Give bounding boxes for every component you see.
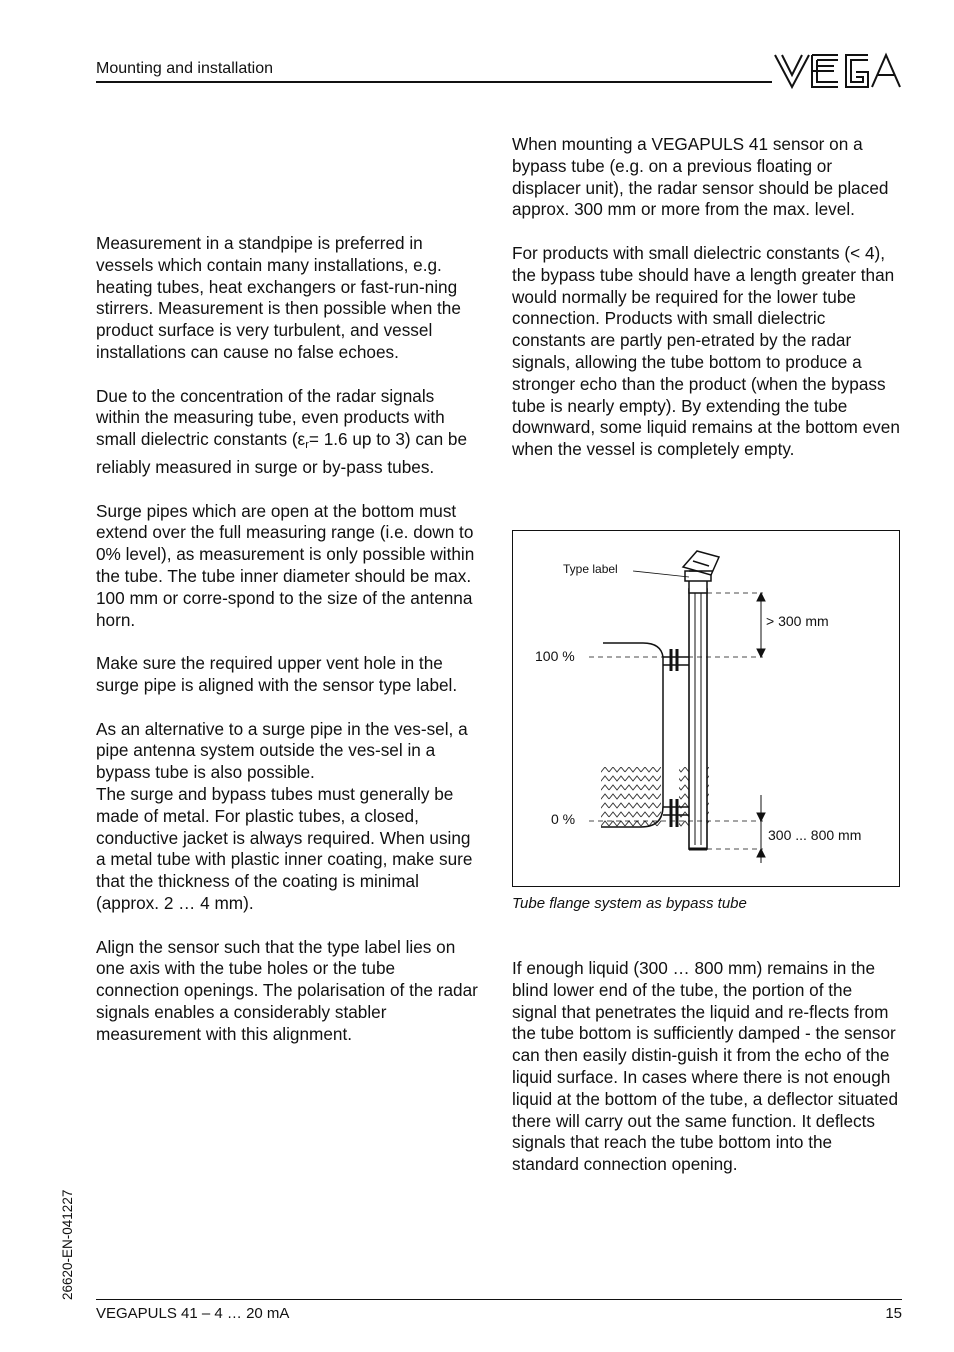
header-rule (96, 81, 772, 83)
page-number: 15 (885, 1305, 902, 1322)
figure-caption: Tube flange system as bypass tube (512, 895, 747, 912)
flange-upper (663, 649, 689, 671)
footer-rule (96, 1299, 902, 1300)
logo-text: VEGA (772, 52, 775, 53)
paragraph: Measurement in a standpipe is preferred in vessels which contain many installations, e.g. heating tubes, heat exchangers or fast-run-ning stirrers. Measurement is then possible when the product surface is very turbulent, and vessel installations can cause no false echoes. (96, 233, 461, 362)
liquid-hatch (601, 767, 661, 829)
level-100-label: 100 % (535, 648, 575, 664)
paragraph: As an alternative to a surge pipe in the ves-sel, a pipe antenna system outside the ves-sel in a bypass tube is also possible. (96, 718, 468, 783)
paragraph: Align the sensor such that the type label lies on one axis with the tube holes or the tube connection openings. The polarisation of the radar signals enables a considerably stabler measurement with this alignment. (96, 936, 478, 1044)
paragraph: The surge and bypass tubes must generally be made of metal. For plastic tubes, a closed, conductive jacket is always required. When using a metal tube with plastic inner coating, make sure that the thickness of the coating is minimal (approx. 2 … 4 mm). (96, 783, 473, 913)
tube-outer (689, 589, 707, 849)
bypass-tube-diagram (513, 531, 899, 886)
document-code: 26620-EN-041227 (60, 1189, 75, 1300)
dimension-top-label: > 300 mm (766, 613, 829, 629)
paragraph: Due to the concentration of the radar signals within the measuring tube, even products with small dielectric constants ($\varepsilon_r= 1.6$ up to 3) can be reliably measured in surge or by-pass tubes. (96, 385, 468, 477)
paragraph: Surge pipes which are open at the bottom must extend over the full measuring range (i.e. down to 0% level), as measurement is only possible within the tube. The tube inner diameter should be max. 100 mm or corre-spond to the size of the antenna horn. (96, 500, 475, 630)
dimension-bottom (757, 795, 765, 863)
right-column-lower (512, 958, 900, 1198)
paragraph: Make sure the required upper vent hole in the surge pipe is aligned with the sensor type label. (96, 653, 458, 695)
left-column (96, 233, 482, 1067)
vega-logo (772, 52, 902, 90)
sensor-head (683, 551, 719, 593)
paragraph: When mounting a VEGAPULS 41 sensor on a bypass tube (e.g. on a previous floating or displacer unit), the radar sensor should be placed approx. 300 mm or more from the max. level. (512, 134, 889, 220)
dimension-top (757, 593, 765, 657)
section-title: Mounting and installation (96, 60, 274, 77)
bypass-tube-figure (512, 530, 900, 887)
paragraph: If enough liquid (300 … 800 mm) remains in the blind lower end of the tube, the portion of the signal that penetrates the liquid and re-flects from the tube bottom is sufficiently damped - the sensor can then easily distin-guish it from the echo of the liquid surface. In cases where there is not enough liquid at the bottom of the tube, a deflector situated there will carry out the same function. It deflects signals that reach the tube bottom into the standard connection opening. (512, 958, 899, 1175)
dimension-bottom-label: 300 ... 800 mm (768, 827, 862, 843)
paragraph: For products with small dielectric constants (< 4), the bypass tube should have a length greater than would normally be required for the lower tube connection. Products with small dielectric constants are partly pen-etrated by the radar signals, allowing the tube bottom to produce a stronger echo than the product (when the bypass tube is nearly empty). By extending the tube downward, some liquid remains at the bottom even when the vessel is completely empty. (512, 242, 900, 460)
right-column (512, 134, 900, 483)
type-label-leader (633, 571, 689, 577)
type-label-text: Type label (563, 562, 618, 576)
footer-product: VEGAPULS 41 – 4 … 20 mA (96, 1305, 290, 1322)
level-0-label: 0 % (551, 811, 576, 827)
